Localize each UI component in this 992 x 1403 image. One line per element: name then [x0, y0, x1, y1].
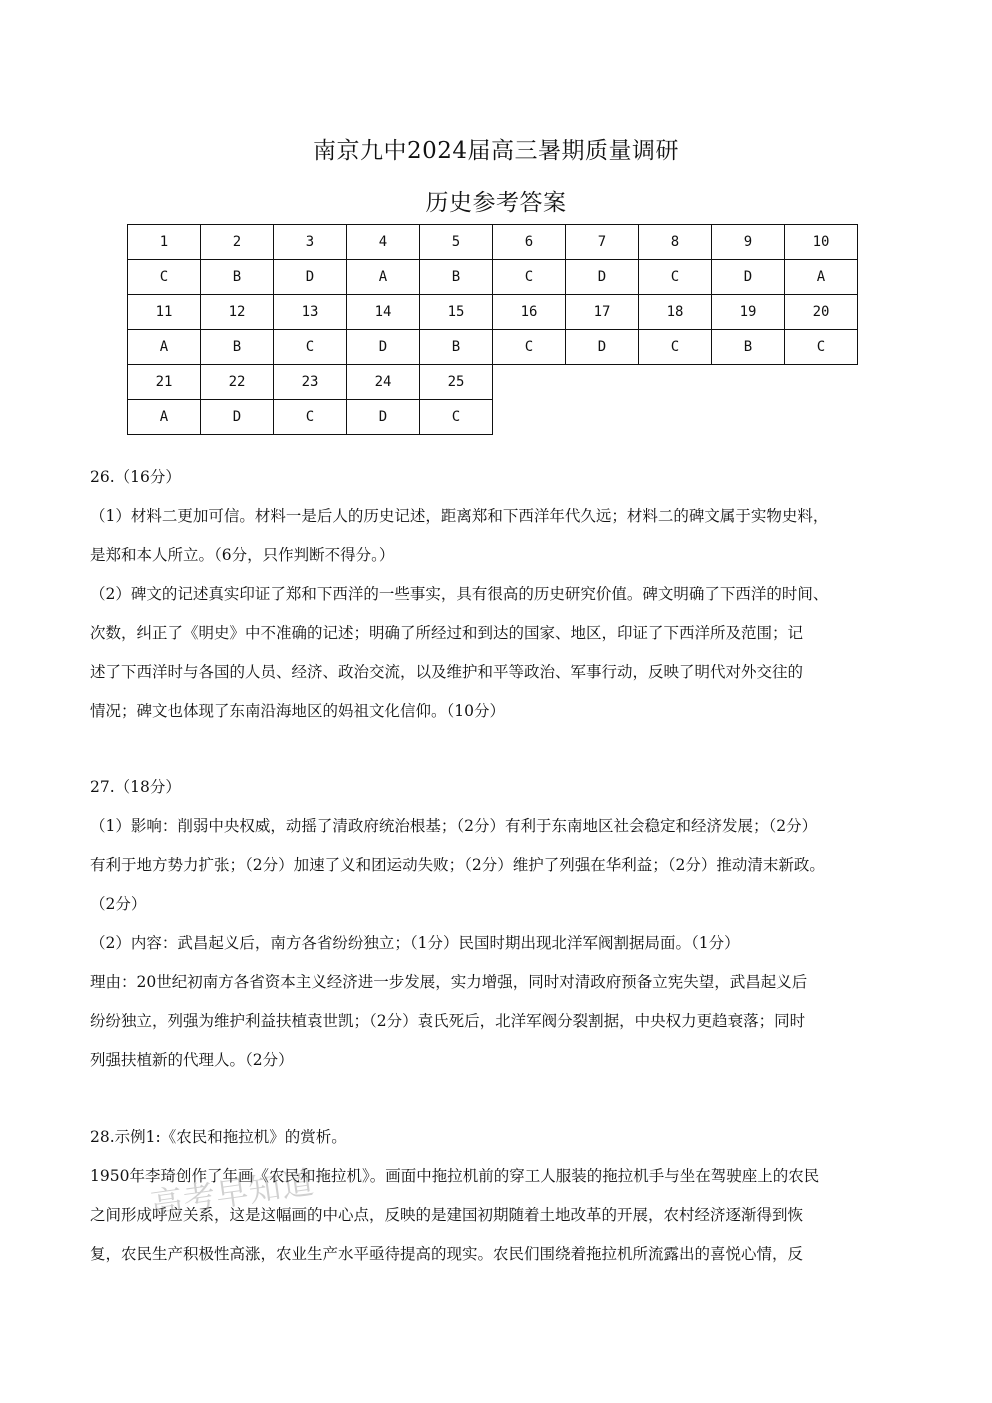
answer-cell: C	[274, 330, 347, 365]
answer-cell: D	[347, 330, 420, 365]
answer-cell: B	[201, 330, 274, 365]
answer-cell: A	[785, 260, 858, 295]
empty-cell	[712, 400, 785, 435]
answer-cell: B	[201, 260, 274, 295]
question-number-cell: 7	[566, 225, 639, 260]
question-heading: 26.（16分）	[90, 468, 181, 486]
answer-cell: D	[201, 400, 274, 435]
question-number-cell: 15	[420, 295, 493, 330]
question-number-cell: 21	[128, 365, 201, 400]
question-number-cell: 12	[201, 295, 274, 330]
answer-line: 1950年李琦创作了年画《农民和拖拉机》。画面中拖拉机前的穿工人服装的拖拉机手与坐在驾驶座上的农民	[90, 1167, 820, 1185]
question-number-cell: 13	[274, 295, 347, 330]
question-number-cell: 9	[712, 225, 785, 260]
answer-cell: D	[347, 400, 420, 435]
empty-cell	[639, 400, 712, 435]
answer-line: 复，农民生产积极性高涨，农业生产水平亟待提高的现实。农民们围绕着拖拉机所流露出的喜悦心情，反	[90, 1245, 804, 1263]
answer-cell: C	[420, 400, 493, 435]
question-number-cell: 14	[347, 295, 420, 330]
question-number-row	[128, 225, 858, 260]
answer-row	[128, 260, 858, 295]
answer-line: 述了下西洋时与各国的人员、经济、政治交流，以及维护和平等政治、军事行动，反映了明代对外交往的	[90, 663, 804, 681]
answer-line: 次数，纠正了《明史》中不准确的记述；明确了所经过和到达的国家、地区，印证了下西洋所及范围；记	[90, 624, 804, 642]
question-number-cell: 11	[128, 295, 201, 330]
question-number-cell: 4	[347, 225, 420, 260]
answer-line: 之间形成呼应关系，这是这幅画的中心点，反映的是建国初期随着土地改革的开展，农村经济逐渐得到恢	[90, 1206, 804, 1224]
question-number-cell: 23	[274, 365, 347, 400]
answer-line: （2）内容：武昌起义后，南方各省纷纷独立；（1分）民国时期出现北洋军阀割据局面。（1分）	[90, 934, 740, 952]
empty-cell	[566, 365, 639, 400]
answer-cell: C	[639, 330, 712, 365]
answer-cell: A	[347, 260, 420, 295]
answer-line: 列强扶植新的代理人。（2分）	[90, 1051, 294, 1069]
answer-cell: C	[493, 260, 566, 295]
answer-cell: A	[128, 400, 201, 435]
answer-cell: D	[566, 260, 639, 295]
question-number-cell: 20	[785, 295, 858, 330]
question-number-cell: 2	[201, 225, 274, 260]
question-number-cell: 17	[566, 295, 639, 330]
empty-cell	[785, 365, 858, 400]
question-28	[90, 1118, 912, 1274]
answer-cell: B	[420, 330, 493, 365]
question-heading: 28.示例1:《农民和拖拉机》的赏析。	[90, 1128, 347, 1146]
answer-line: （1）影响：削弱中央权威，动摇了清政府统治根基；（2分）有利于东南地区社会稳定和经济发展；（2分）	[90, 817, 818, 835]
answer-row	[128, 400, 858, 435]
answer-line: 是郑和本人所立。（6分，只作判断不得分。）	[90, 546, 395, 564]
answer-cell: C	[128, 260, 201, 295]
watermark: 高考早知道	[148, 1163, 317, 1224]
answer-cell: D	[712, 260, 785, 295]
question-number-cell: 19	[712, 295, 785, 330]
page-title: 南京九中2024届高三暑期质量调研	[312, 138, 680, 164]
empty-cell	[493, 365, 566, 400]
answer-cell: C	[493, 330, 566, 365]
answer-cell: D	[566, 330, 639, 365]
question-number-cell: 24	[347, 365, 420, 400]
empty-cell	[785, 400, 858, 435]
question-number-row	[128, 295, 858, 330]
question-number-cell: 8	[639, 225, 712, 260]
answer-cell: B	[712, 330, 785, 365]
question-number-cell: 10	[785, 225, 858, 260]
answer-cell: D	[274, 260, 347, 295]
answer-row	[128, 330, 858, 365]
empty-cell	[566, 400, 639, 435]
question-26	[90, 458, 912, 731]
question-number-cell: 5	[420, 225, 493, 260]
answer-cell: A	[128, 330, 201, 365]
empty-cell	[493, 400, 566, 435]
answer-cell: C	[639, 260, 712, 295]
answer-line: 情况；碑文也体现了东南沿海地区的妈祖文化信仰。（10分）	[90, 702, 505, 720]
question-number-cell: 6	[493, 225, 566, 260]
question-27	[90, 768, 912, 1080]
question-heading: 27.（18分）	[90, 778, 181, 796]
question-number-row	[128, 365, 858, 400]
answer-line: 理由：20世纪初南方各省资本主义经济进一步发展，实力增强，同时对清政府预备立宪失望，武昌起义后	[90, 973, 808, 991]
answer-line: （2分）	[90, 895, 147, 913]
page-subtitle: 历史参考答案	[425, 190, 567, 216]
answer-line: （2）碑文的记述真实印证了郑和下西洋的一些事实，具有很高的历史研究价值。碑文明确了下西洋的时间、	[90, 585, 829, 603]
question-number-cell: 16	[493, 295, 566, 330]
question-number-cell: 22	[201, 365, 274, 400]
answer-line: 纷纷独立，列强为维护利益扶植袁世凯；（2分）袁氏死后，北洋军阀分裂割据，中央权力更趋衰落；同时	[90, 1012, 806, 1030]
answer-cell: C	[274, 400, 347, 435]
answer-line: （1）材料二更加可信。材料一是后人的历史记述，距离郑和下西洋年代久远；材料二的碑文属于实物史料，	[90, 507, 829, 525]
answer-table	[127, 224, 858, 435]
question-number-cell: 25	[420, 365, 493, 400]
empty-cell	[639, 365, 712, 400]
question-number-cell: 18	[639, 295, 712, 330]
empty-cell	[712, 365, 785, 400]
answer-cell: C	[785, 330, 858, 365]
answer-cell: B	[420, 260, 493, 295]
question-number-cell: 1	[128, 225, 201, 260]
answer-line: 有利于地方势力扩张；（2分）加速了义和团运动失败；（2分）维护了列强在华利益；（2分）推动清末新政。	[90, 856, 825, 874]
question-number-cell: 3	[274, 225, 347, 260]
